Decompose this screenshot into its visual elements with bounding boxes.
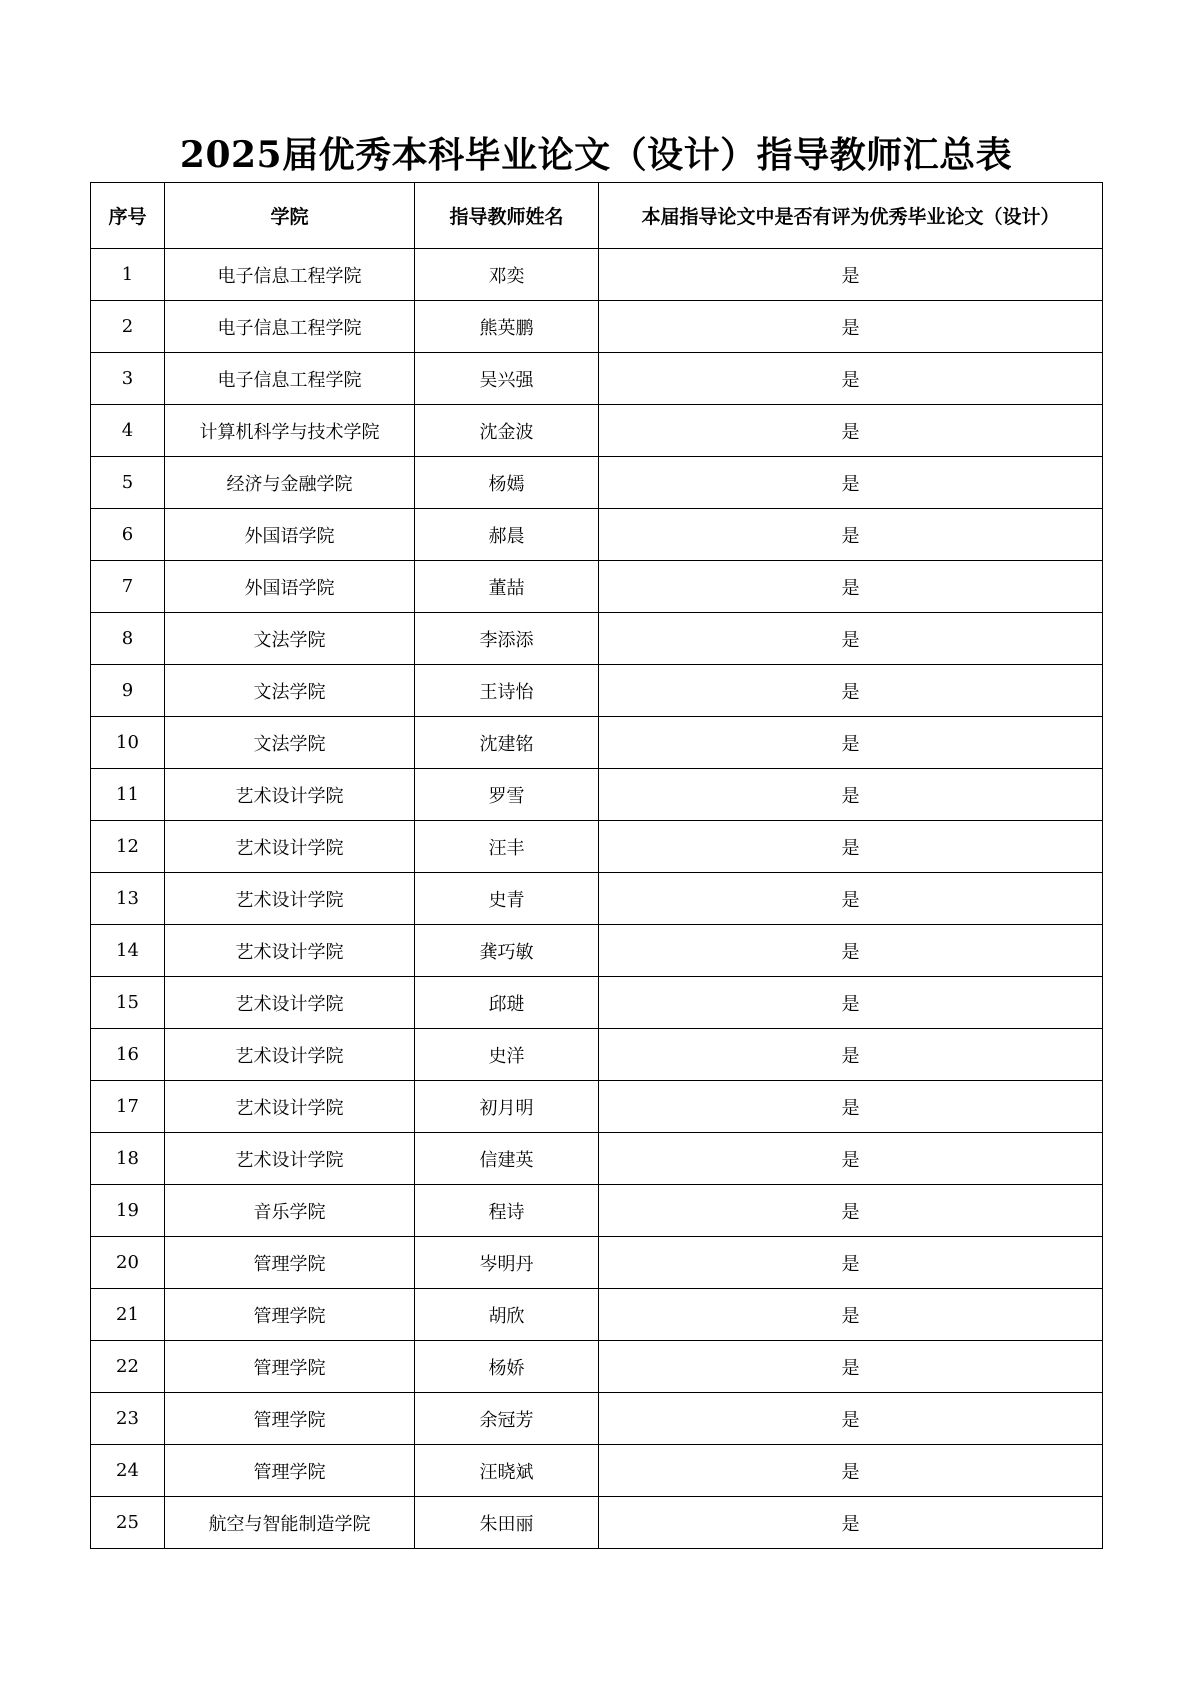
table-row	[91, 769, 1103, 821]
table-row	[91, 665, 1103, 717]
cell-result: 是	[599, 301, 1103, 353]
table-row	[91, 561, 1103, 613]
table-row	[91, 1393, 1103, 1445]
cell-result: 是	[599, 1237, 1103, 1289]
cell-no: 6	[91, 509, 165, 561]
cell-school: 管理学院	[165, 1341, 415, 1393]
table-row	[91, 925, 1103, 977]
cell-result: 是	[599, 1497, 1103, 1549]
cell-school: 电子信息工程学院	[165, 249, 415, 301]
cell-teacher: 岑明丹	[415, 1237, 599, 1289]
cell-no: 17	[91, 1081, 165, 1133]
cell-school: 艺术设计学院	[165, 977, 415, 1029]
cell-teacher: 史洋	[415, 1029, 599, 1081]
cell-result: 是	[599, 1133, 1103, 1185]
cell-teacher: 邓奕	[415, 249, 599, 301]
cell-school: 文法学院	[165, 665, 415, 717]
cell-teacher: 董喆	[415, 561, 599, 613]
cell-result: 是	[599, 353, 1103, 405]
cell-school: 电子信息工程学院	[165, 301, 415, 353]
cell-teacher: 李添添	[415, 613, 599, 665]
table-row	[91, 1497, 1103, 1549]
cell-teacher: 杨娇	[415, 1341, 599, 1393]
table-row	[91, 249, 1103, 301]
cell-teacher: 程诗	[415, 1185, 599, 1237]
cell-result: 是	[599, 457, 1103, 509]
cell-school: 管理学院	[165, 1237, 415, 1289]
table-row	[91, 1133, 1103, 1185]
cell-no: 14	[91, 925, 165, 977]
table-row	[91, 1289, 1103, 1341]
cell-no: 15	[91, 977, 165, 1029]
cell-no: 19	[91, 1185, 165, 1237]
cell-school: 文法学院	[165, 717, 415, 769]
cell-result: 是	[599, 249, 1103, 301]
cell-no: 4	[91, 405, 165, 457]
table-body	[91, 249, 1103, 1549]
cell-teacher: 吴兴强	[415, 353, 599, 405]
cell-no: 7	[91, 561, 165, 613]
cell-teacher: 杨嫣	[415, 457, 599, 509]
cell-result: 是	[599, 561, 1103, 613]
cell-school: 经济与金融学院	[165, 457, 415, 509]
cell-teacher: 余冠芳	[415, 1393, 599, 1445]
table-row	[91, 1445, 1103, 1497]
cell-school: 外国语学院	[165, 509, 415, 561]
cell-no: 5	[91, 457, 165, 509]
header-no: 序号	[91, 183, 165, 249]
table-row	[91, 873, 1103, 925]
table-row	[91, 353, 1103, 405]
cell-no: 25	[91, 1497, 165, 1549]
cell-no: 11	[91, 769, 165, 821]
cell-no: 8	[91, 613, 165, 665]
cell-school: 电子信息工程学院	[165, 353, 415, 405]
cell-teacher: 朱田丽	[415, 1497, 599, 1549]
cell-school: 艺术设计学院	[165, 873, 415, 925]
cell-teacher: 初月明	[415, 1081, 599, 1133]
table-row	[91, 1341, 1103, 1393]
advisor-summary-table	[90, 182, 1103, 1549]
cell-result: 是	[599, 1393, 1103, 1445]
table-row	[91, 977, 1103, 1029]
cell-school: 艺术设计学院	[165, 821, 415, 873]
cell-result: 是	[599, 1185, 1103, 1237]
table-row	[91, 301, 1103, 353]
cell-result: 是	[599, 821, 1103, 873]
table-row	[91, 1029, 1103, 1081]
cell-school: 音乐学院	[165, 1185, 415, 1237]
cell-no: 24	[91, 1445, 165, 1497]
cell-no: 22	[91, 1341, 165, 1393]
cell-no: 20	[91, 1237, 165, 1289]
cell-no: 23	[91, 1393, 165, 1445]
cell-result: 是	[599, 1341, 1103, 1393]
table-row	[91, 1185, 1103, 1237]
page-title: 2025届优秀本科毕业论文（设计）指导教师汇总表	[179, 134, 1013, 176]
header-school: 学院	[165, 183, 415, 249]
cell-school: 艺术设计学院	[165, 925, 415, 977]
cell-result: 是	[599, 925, 1103, 977]
cell-no: 9	[91, 665, 165, 717]
table-row	[91, 821, 1103, 873]
table-row	[91, 405, 1103, 457]
cell-teacher: 郝晨	[415, 509, 599, 561]
cell-school: 计算机科学与技术学院	[165, 405, 415, 457]
cell-teacher: 熊英鹏	[415, 301, 599, 353]
cell-school: 艺术设计学院	[165, 769, 415, 821]
header-result: 本届指导论文中是否有评为优秀毕业论文（设计）	[599, 183, 1103, 249]
cell-result: 是	[599, 1289, 1103, 1341]
cell-teacher: 沈金波	[415, 405, 599, 457]
cell-result: 是	[599, 1029, 1103, 1081]
cell-teacher: 罗雪	[415, 769, 599, 821]
cell-result: 是	[599, 665, 1103, 717]
cell-school: 艺术设计学院	[165, 1029, 415, 1081]
table-row	[91, 509, 1103, 561]
cell-school: 文法学院	[165, 613, 415, 665]
cell-result: 是	[599, 509, 1103, 561]
cell-result: 是	[599, 405, 1103, 457]
cell-school: 外国语学院	[165, 561, 415, 613]
cell-result: 是	[599, 977, 1103, 1029]
cell-result: 是	[599, 1081, 1103, 1133]
cell-no: 21	[91, 1289, 165, 1341]
cell-no: 16	[91, 1029, 165, 1081]
cell-result: 是	[599, 717, 1103, 769]
cell-teacher: 史青	[415, 873, 599, 925]
cell-result: 是	[599, 769, 1103, 821]
table-row	[91, 457, 1103, 509]
cell-result: 是	[599, 1445, 1103, 1497]
cell-school: 航空与智能制造学院	[165, 1497, 415, 1549]
cell-no: 18	[91, 1133, 165, 1185]
cell-teacher: 王诗怡	[415, 665, 599, 717]
table-row	[91, 613, 1103, 665]
cell-teacher: 邱琎	[415, 977, 599, 1029]
cell-no: 2	[91, 301, 165, 353]
cell-no: 1	[91, 249, 165, 301]
cell-teacher: 汪丰	[415, 821, 599, 873]
cell-teacher: 胡欣	[415, 1289, 599, 1341]
table-row	[91, 1237, 1103, 1289]
header-teacher: 指导教师姓名	[415, 183, 599, 249]
cell-teacher: 汪晓斌	[415, 1445, 599, 1497]
table-row	[91, 717, 1103, 769]
cell-school: 艺术设计学院	[165, 1081, 415, 1133]
cell-result: 是	[599, 873, 1103, 925]
cell-school: 管理学院	[165, 1289, 415, 1341]
cell-no: 12	[91, 821, 165, 873]
cell-teacher: 龚巧敏	[415, 925, 599, 977]
cell-school: 管理学院	[165, 1445, 415, 1497]
cell-no: 10	[91, 717, 165, 769]
cell-no: 13	[91, 873, 165, 925]
cell-school: 艺术设计学院	[165, 1133, 415, 1185]
table-row	[91, 1081, 1103, 1133]
cell-teacher: 信建英	[415, 1133, 599, 1185]
cell-no: 3	[91, 353, 165, 405]
cell-teacher: 沈建铭	[415, 717, 599, 769]
table-header-row	[91, 183, 1103, 249]
cell-result: 是	[599, 613, 1103, 665]
cell-school: 管理学院	[165, 1393, 415, 1445]
